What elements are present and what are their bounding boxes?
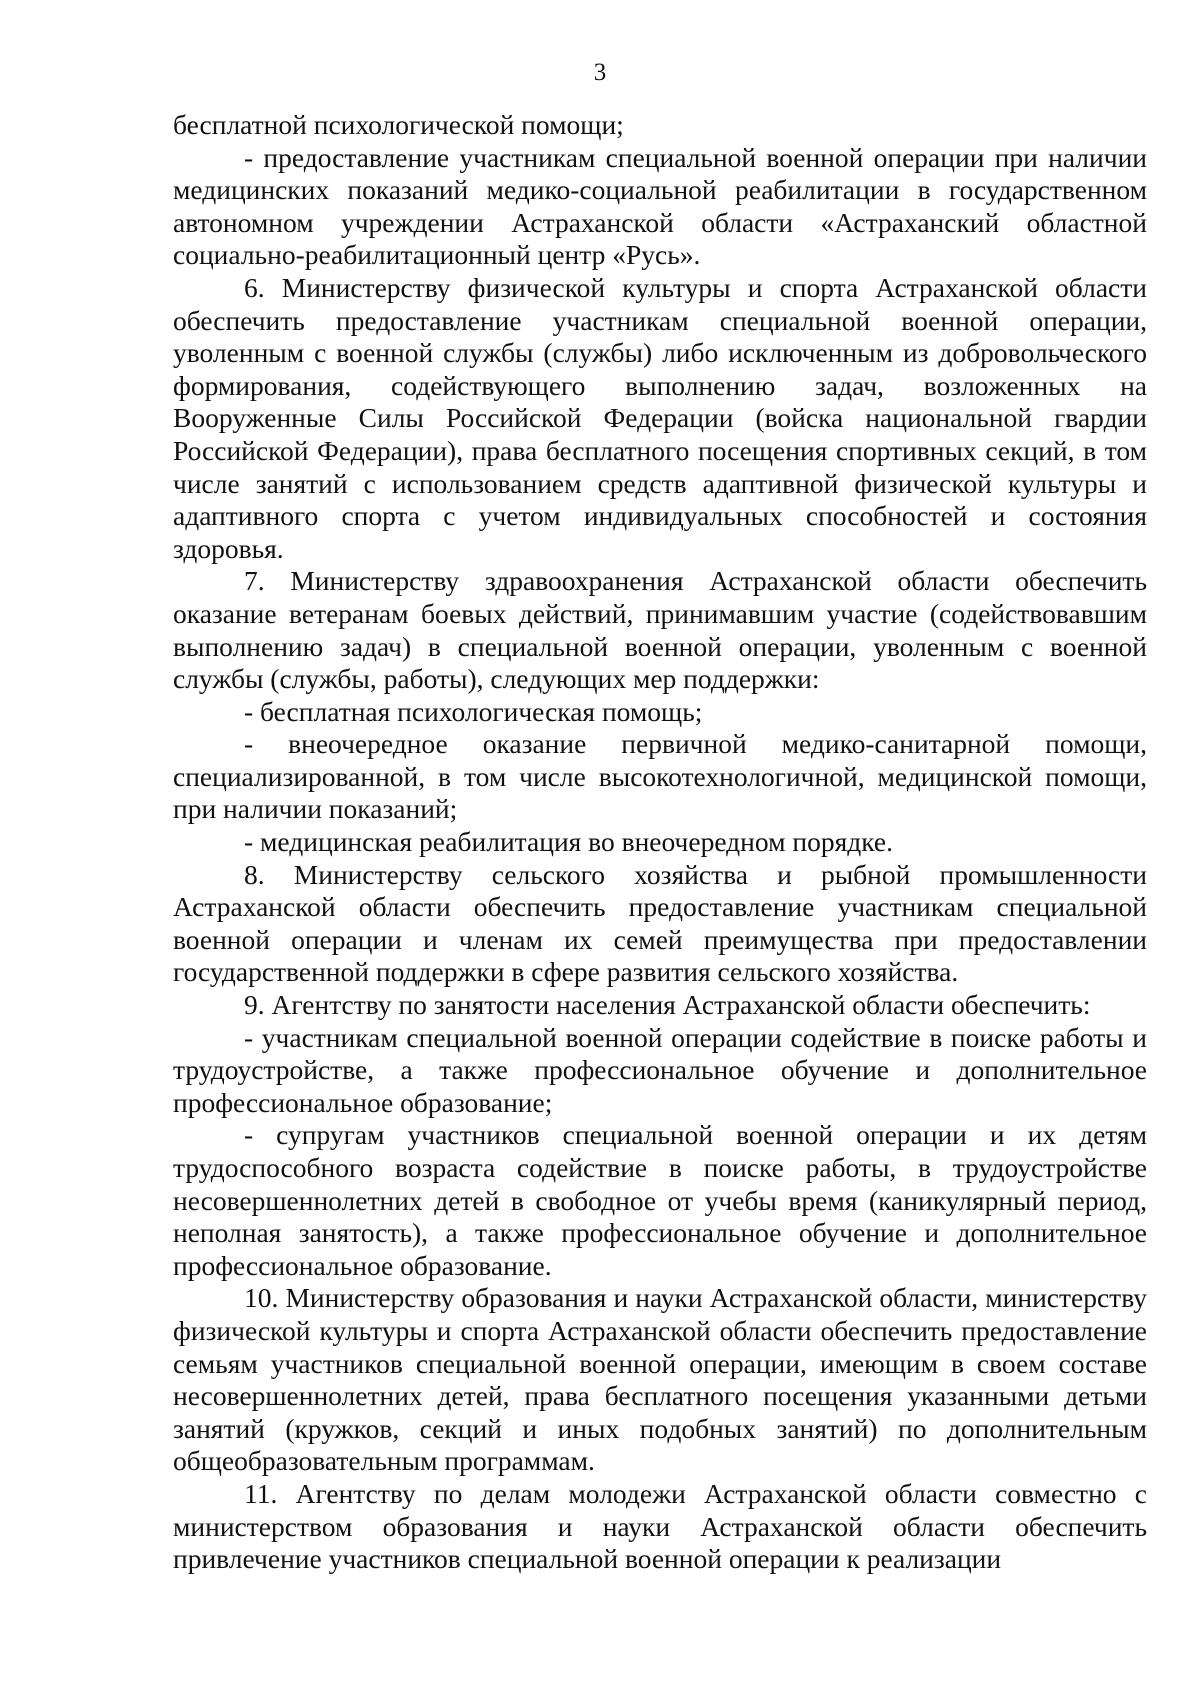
- paragraph-item-10: 10. Министерству образования и науки Астраханской области, министерству физической культуры и спорта Астраханской области обеспечить предоставление семьям участников специальной военной операции, имеющим в своем составе несовершеннолетних детей, права бесплатного посещения указанными детьми занятий (кружков, секций и иных подобных занятий) по дополнительным общеобразовательным программам.: [173, 1282, 1147, 1477]
- paragraph-continuation: бесплатной психологической помощи;: [173, 109, 624, 140]
- document-body: [173, 109, 1147, 1576]
- page-number: 3: [593, 59, 607, 86]
- paragraph-item-9-participants: - участникам специальной военной операции содействие в поиске работы и трудоустройстве, а также профессиональное обучение и дополнительное профессиональное образование;: [173, 1021, 1147, 1118]
- paragraph-item-7-medical-help: - внеочередное оказание первичной медико-санитарной помощи, специализированной, в том числе высокотехнологичной, медицинской помощи, при наличии показаний;: [173, 728, 1147, 825]
- paragraph-item-7: 7. Министерству здравоохранения Астраханской области обеспечить оказание ветеранам боевых действий, принимавшим участие (содействовавшим выполнению задач) в специальной военной операции, уволенным с военной службы (службы, работы), следующих мер поддержки:: [173, 565, 1147, 695]
- paragraph-item-8: 8. Министерству сельского хозяйства и рыбной промышленности Астраханской области обеспечить предоставление участникам специальной военной операции и членам их семей преимущества при предоставлении государственной поддержки в сфере развития сельского хозяйства.: [173, 858, 1147, 988]
- paragraph-rehabilitation-rus: - предоставление участникам специальной военной операции при наличии медицинских показаний медико-социальной реабилитации в государственном автономном учреждении Астраханской области «Астраханский областной социально-реабилитационный центр «Русь».: [173, 141, 1147, 271]
- paragraph-item-7-psych-help: - бесплатная психологическая помощь;: [244, 695, 703, 727]
- paragraph-item-9: 9. Агентству по занятости населения Астраханской области обеспечить:: [244, 989, 1091, 1021]
- paragraph-item-6: 6. Министерству физической культуры и спорта Астраханской области обеспечить предоставление участникам специальной военной операции, уволенным с военной службы (службы) либо исключенным из добровольческого формирования, содействующего выполнению задач, возложенных на Вооруженные Силы Российской Федерации (войска национальной гвардии Российской Федерации), права бесплатного посещения спортивных секций, в том числе занятий с использованием средств адаптивной физической культуры и адаптивного спорта с учетом индивидуальных способностей и состояния здоровья.: [173, 271, 1147, 564]
- paragraph-item-11: 11. Агентству по делам молодежи Астраханской области совместно с министерством образования и науки Астраханской области обеспечить привлечение участников специальной военной операции к реализации: [173, 1477, 1147, 1575]
- paragraph-item-7-rehabilitation: - медицинская реабилитация во внеочередном порядке.: [244, 826, 894, 858]
- paragraph-item-9-spouses: - супругам участников специальной военной операции и их детям трудоспособного возраста содействие в поиске работы, в трудоустройстве несовершеннолетних детей в свободное от учебы время (каникулярный период, неполная занятость), а также профессиональное обучение и дополнительное профессиональное образование.: [173, 1119, 1147, 1281]
